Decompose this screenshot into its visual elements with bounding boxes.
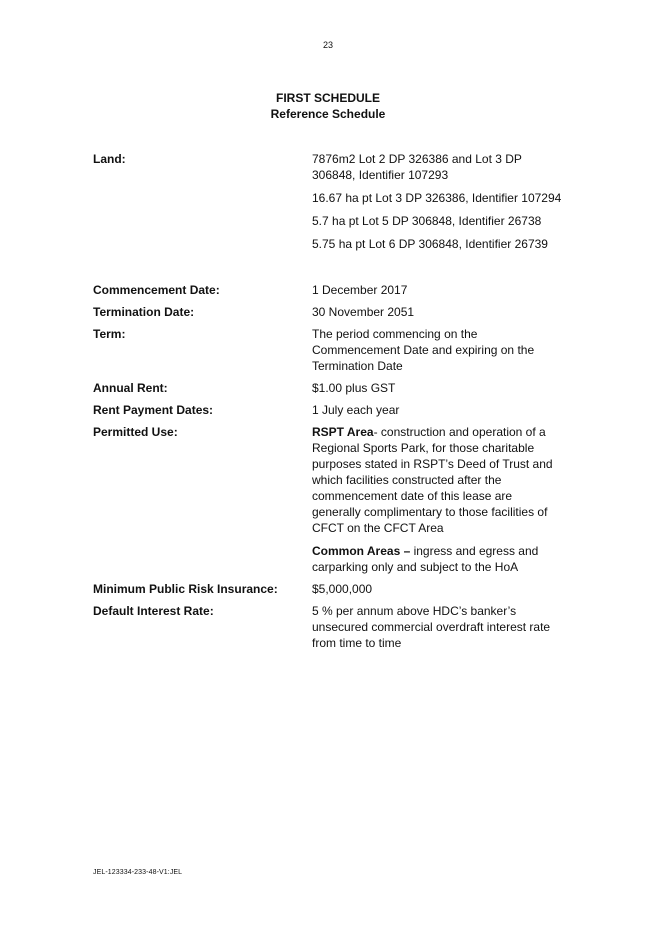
annual-rent-label: Annual Rent: (93, 381, 168, 395)
schedule-subtitle: Reference Schedule (270, 107, 386, 121)
rent-payment-dates-label: Rent Payment Dates: (93, 403, 214, 417)
document-reference-footer: JEL-123334-233-48-V1:JEL (93, 869, 183, 876)
land-values (312, 151, 562, 252)
land-row (93, 151, 573, 252)
schedule-title: FIRST SCHEDULE (275, 91, 380, 105)
insurance-row (93, 581, 573, 597)
insurance-label: Minimum Public Risk Insurance: (93, 582, 278, 596)
common-areas-title: Common Areas – (312, 544, 411, 558)
annual-rent-row (93, 380, 573, 396)
rent-payment-dates-value: 1 July each year (312, 403, 400, 417)
common-areas-text: ingress and egress and carparking only and subject to the HoA (312, 544, 539, 574)
commencement-date-value: 1 December 2017 (312, 283, 408, 297)
term-row (93, 326, 573, 374)
commencement-date-label: Commencement Date: (93, 283, 220, 297)
page-number: 23 (322, 40, 333, 50)
reference-schedule-table (93, 151, 573, 657)
termination-date-label: Termination Date: (93, 305, 195, 319)
common-areas-paragraph (312, 543, 562, 575)
default-interest-label: Default Interest Rate: (93, 604, 214, 618)
rspt-area-paragraph (312, 424, 562, 536)
land-parcel-4: 5.75 ha pt Lot 6 DP 306848, Identifier 26739 (312, 237, 548, 251)
rspt-area-title: RSPT Area (312, 425, 374, 439)
rspt-area-text: - construction and operation of a Regional Sports Park, for those charitable purposes stated in RSPT’s Deed of Trust and which facilities constructed after the commencement date of this lease are generally complimentary to those facilities of CFCT on the CFCT Area (312, 425, 553, 535)
permitted-use-label: Permitted Use: (93, 425, 178, 439)
term-value: The period commencing on the Commencement Date and expiring on the Termination Date (312, 327, 535, 373)
default-interest-value: 5 % per annum above HDC’s banker’s unsecured commercial overdraft interest rate from time to time (312, 604, 551, 650)
land-parcel-2: 16.67 ha pt Lot 3 DP 326386, Identifier 107294 (312, 191, 562, 205)
rent-payment-dates-row (93, 402, 573, 418)
insurance-value: $5,000,000 (312, 582, 373, 596)
commencement-date-row (93, 282, 573, 298)
land-parcel-3: 5.7 ha pt Lot 5 DP 306848, Identifier 26738 (312, 214, 542, 228)
permitted-use-row (93, 424, 573, 575)
land-parcel-1: 7876m2 Lot 2 DP 326386 and Lot 3 DP 306848, Identifier 107293 (312, 152, 522, 182)
termination-date-value: 30 November 2051 (312, 305, 415, 319)
annual-rent-value: $1.00 plus GST (312, 381, 396, 395)
default-interest-row (93, 603, 573, 651)
term-label: Term: (93, 327, 126, 341)
termination-date-row (93, 304, 573, 320)
land-label: Land: (93, 152, 126, 166)
